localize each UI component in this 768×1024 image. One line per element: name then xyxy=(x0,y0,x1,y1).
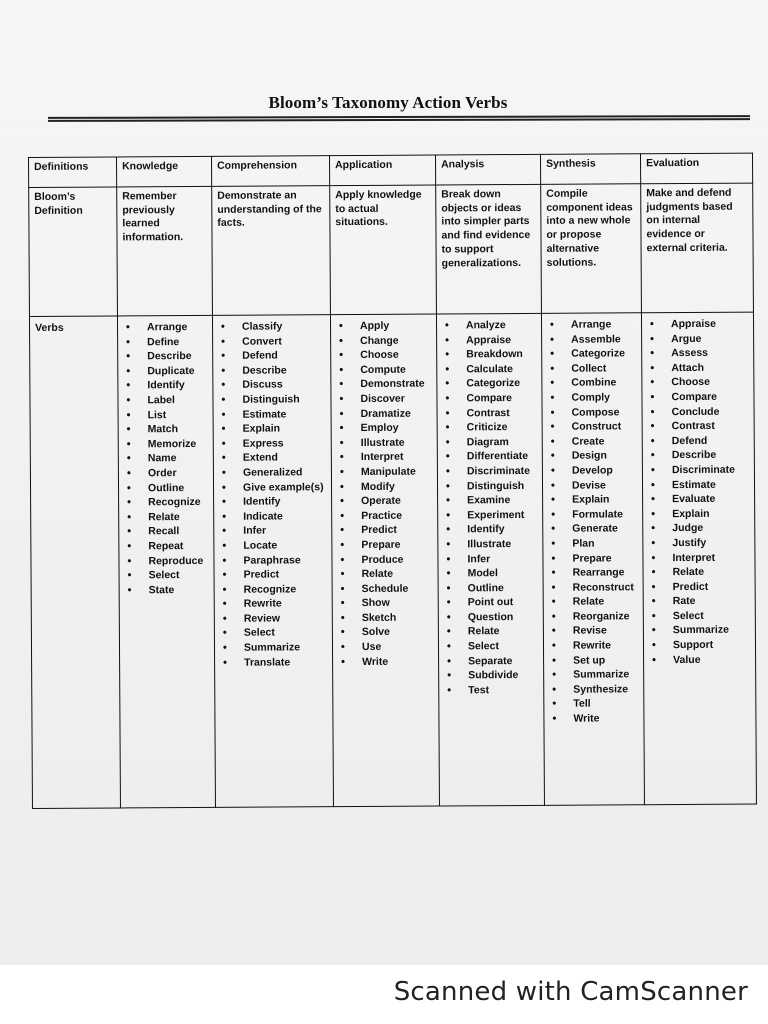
definition-row xyxy=(29,183,754,316)
verb-item: • Order xyxy=(124,466,208,481)
verb-item: • Choose xyxy=(647,375,748,390)
verb-item: • Recognize xyxy=(220,582,327,597)
verb-item: • Interpret xyxy=(337,450,432,465)
verbs-application-cell xyxy=(330,314,439,807)
verb-item: • Arrange xyxy=(547,317,636,332)
verb-item: • Estimate xyxy=(219,407,326,422)
verb-item: • Relate xyxy=(549,595,638,610)
verb-item: • Classify xyxy=(218,319,325,334)
verb-item: • Criticize xyxy=(443,420,537,435)
verbs-synthesis-cell xyxy=(541,313,644,806)
verbs-comprehension-list xyxy=(218,319,327,670)
verb-item: • Analyze xyxy=(442,318,536,333)
header-evaluation: Evaluation xyxy=(640,153,752,184)
verb-item: • Describe xyxy=(218,363,325,378)
verb-item: • Repeat xyxy=(124,539,208,554)
verb-item: • Rewrite xyxy=(220,596,327,611)
verb-item: • Reconstruct xyxy=(549,580,638,595)
verb-item: • Summarize xyxy=(649,623,750,638)
verb-item: • Distinguish xyxy=(443,478,537,493)
verb-item: • Compute xyxy=(336,362,431,377)
verb-item: • Point out xyxy=(444,595,538,610)
verb-item: • Relate xyxy=(338,567,433,582)
verbs-analysis-cell xyxy=(436,313,544,806)
verb-item: • Test xyxy=(444,683,538,698)
verb-item: • Explain xyxy=(548,492,637,507)
verb-item: • Convert xyxy=(218,334,325,349)
verbs-knowledge-cell xyxy=(117,315,215,808)
definition-synthesis: Compile component ideas into a new whole or propose alternative solutions. xyxy=(541,184,642,314)
verb-item: • Differentiate xyxy=(443,449,537,464)
header-application: Application xyxy=(329,155,435,186)
verb-item: • Label xyxy=(123,393,207,408)
verb-item: • Comply xyxy=(547,390,636,405)
verb-item: • Produce xyxy=(337,552,432,567)
verb-item: • Distinguish xyxy=(218,392,325,407)
verb-item: • Separate xyxy=(444,654,538,669)
verb-item: • Examine xyxy=(443,493,537,508)
verb-item: • Define xyxy=(123,335,207,350)
verb-item: • Practice xyxy=(337,508,432,523)
verb-item: • Sketch xyxy=(338,610,433,625)
verb-item: • Justify xyxy=(648,536,749,551)
definition-comprehension: Demonstrate an understanding of the facts. xyxy=(212,186,331,316)
verb-item: • Construct xyxy=(548,419,637,434)
header-synthesis: Synthesis xyxy=(540,154,640,185)
verb-item: • Assess xyxy=(647,346,748,361)
verb-item: • Compose xyxy=(548,405,637,420)
verb-item: • Summarize xyxy=(220,640,327,655)
verb-item: • Set up xyxy=(549,653,638,668)
verb-item: • Explain xyxy=(648,506,749,521)
verb-item: • Describe xyxy=(648,448,749,463)
verb-item: • Extend xyxy=(219,451,326,466)
verb-item: • Rearrange xyxy=(549,565,638,580)
verb-item: • Defend xyxy=(218,348,325,363)
verb-item: • Calculate xyxy=(442,362,536,377)
verb-item: • Indicate xyxy=(219,509,326,524)
verb-item: • Use xyxy=(338,640,433,655)
verb-item: • Outline xyxy=(444,581,538,596)
verb-item: • Predict xyxy=(649,579,750,594)
verb-item: • Discover xyxy=(336,392,431,407)
verb-item: • Demonstrate xyxy=(336,377,431,392)
verb-item: • Illustrate xyxy=(337,435,432,450)
verb-item: • Relate xyxy=(649,565,750,580)
verb-item: • Categorize xyxy=(442,376,536,391)
verb-item: • Match xyxy=(124,422,208,437)
verb-item: • Name xyxy=(124,451,208,466)
verbs-application-list xyxy=(336,319,433,670)
verb-item: • Paraphrase xyxy=(219,553,326,568)
verb-item: • Breakdown xyxy=(442,347,536,362)
verb-item: • Identify xyxy=(123,378,207,393)
verb-item: • Create xyxy=(548,434,637,449)
header-comprehension: Comprehension xyxy=(211,156,329,187)
verb-item: • Attach xyxy=(647,360,748,375)
verb-item: • Recall xyxy=(124,524,208,539)
verb-item: • Formulate xyxy=(548,507,637,522)
verb-item: • Contrast xyxy=(648,419,749,434)
verb-item: • Combine xyxy=(547,376,636,391)
verb-item: • Conclude xyxy=(648,404,749,419)
verb-item: • Review xyxy=(220,611,327,626)
verbs-row-label: Verbs xyxy=(29,316,120,809)
verb-item: • Translate xyxy=(220,655,327,670)
verb-item: • Relate xyxy=(124,510,208,525)
verbs-row xyxy=(29,312,756,808)
verb-item: • Appraise xyxy=(647,317,748,332)
verb-item: • List xyxy=(124,407,208,422)
verb-item: • Illustrate xyxy=(443,537,537,552)
header-definitions: Definitions xyxy=(29,157,117,188)
camscanner-watermark: Scanned with CamScanner xyxy=(393,977,748,1007)
verb-item: • Relate xyxy=(444,624,538,639)
verb-item: • Outline xyxy=(124,480,208,495)
verb-item: • Reproduce xyxy=(124,553,208,568)
verb-item: • Choose xyxy=(336,348,431,363)
verbs-knowledge-list xyxy=(123,320,209,598)
verb-item: • Duplicate xyxy=(123,364,207,379)
verb-item: • Devise xyxy=(548,478,637,493)
verb-item: • Infer xyxy=(443,551,537,566)
verbs-comprehension-cell xyxy=(212,315,333,808)
verb-item: • Identify xyxy=(219,494,326,509)
verb-item: • Experiment xyxy=(443,508,537,523)
verb-item: • Show xyxy=(338,596,433,611)
verb-item: • Estimate xyxy=(648,477,749,492)
verb-item: • Generate xyxy=(548,522,637,537)
verb-item: • Predict xyxy=(337,523,432,538)
header-knowledge: Knowledge xyxy=(117,156,212,187)
verb-item: • Write xyxy=(338,654,433,669)
document-title: Bloom’s Taxonomy Action Verbs xyxy=(268,93,508,112)
verb-item: • Subdivide xyxy=(444,668,538,683)
verb-item: • Diagram xyxy=(443,435,537,450)
verb-item: • Describe xyxy=(123,349,207,364)
verb-item: • Plan xyxy=(548,536,637,551)
verbs-evaluation-cell xyxy=(641,312,756,805)
verb-item: • Express xyxy=(219,436,326,451)
verb-item: • Question xyxy=(444,610,538,625)
verb-item: • Categorize xyxy=(547,346,636,361)
verb-item: • Interpret xyxy=(648,550,749,565)
verbs-evaluation-list xyxy=(647,317,750,668)
verb-item: • Prepare xyxy=(548,551,637,566)
verb-item: • Design xyxy=(548,449,637,464)
verb-item: • Arrange xyxy=(123,320,207,335)
verb-item: • Evaluate xyxy=(648,492,749,507)
verb-item: • Employ xyxy=(337,421,432,436)
verb-item: • Recognize xyxy=(124,495,208,510)
verb-item: • Modify xyxy=(337,479,432,494)
verb-item: • Contrast xyxy=(443,405,537,420)
verb-item: • Rewrite xyxy=(549,638,638,653)
verb-item: • Discuss xyxy=(218,378,325,393)
verb-item: • Defend xyxy=(648,433,749,448)
verb-item: • Change xyxy=(336,333,431,348)
verb-item: • Apply xyxy=(336,319,431,334)
verb-item: • Rate xyxy=(649,594,750,609)
verbs-analysis-list xyxy=(442,318,538,698)
verb-item: • Identify xyxy=(443,522,537,537)
verb-item: • Value xyxy=(649,652,750,667)
verb-item: • Appraise xyxy=(442,332,536,347)
verb-item: • Manipulate xyxy=(337,464,432,479)
title-underline-second xyxy=(48,118,750,122)
verb-item: • Generalized xyxy=(219,465,326,480)
verb-item: • Memorize xyxy=(124,437,208,452)
verb-item: • Select xyxy=(125,568,209,583)
header-row xyxy=(29,153,753,187)
verb-item: • Discriminate xyxy=(648,463,749,478)
verb-item: • Predict xyxy=(220,567,327,582)
verbs-synthesis-list xyxy=(547,317,638,726)
definition-analysis: Break down objects or ideas into simpler parts and find evidence to support generalizations. xyxy=(436,184,542,314)
verb-item: • Infer xyxy=(219,523,326,538)
verb-item: • Summarize xyxy=(549,668,638,683)
verb-item: • Dramatize xyxy=(337,406,432,421)
verb-item: • Give example(s) xyxy=(219,480,326,495)
verb-item: • Judge xyxy=(648,521,749,536)
verb-item: • Compare xyxy=(647,390,748,405)
definition-evaluation: Make and defend judgments based on internal evidence or external criteria. xyxy=(641,183,754,313)
verb-item: • Model xyxy=(444,566,538,581)
verb-item: • Argue xyxy=(647,331,748,346)
definition-row-label: Bloom’s Definition xyxy=(29,187,118,317)
verb-item: • Select xyxy=(220,626,327,641)
verb-item: • Tell xyxy=(549,697,638,712)
verb-item: • Collect xyxy=(547,361,636,376)
verb-item: • Write xyxy=(549,711,638,726)
verb-item: • Select xyxy=(649,608,750,623)
verb-item: • Synthesize xyxy=(549,682,638,697)
verb-item: • Solve xyxy=(338,625,433,640)
verb-item: • Compare xyxy=(442,391,536,406)
header-analysis: Analysis xyxy=(435,154,540,185)
taxonomy-table xyxy=(28,153,757,809)
verb-item: • Prepare xyxy=(337,537,432,552)
verb-item: • Revise xyxy=(549,624,638,639)
taxonomy-table-wrapper xyxy=(28,153,756,809)
verb-item: • State xyxy=(125,583,209,598)
verb-item: • Schedule xyxy=(338,581,433,596)
verb-item: • Discriminate xyxy=(443,464,537,479)
definition-application: Apply knowledge to actual situations. xyxy=(330,185,437,315)
verb-item: • Operate xyxy=(337,494,432,509)
verb-item: • Assemble xyxy=(547,332,636,347)
verb-item: • Select xyxy=(444,639,538,654)
verb-item: • Support xyxy=(649,638,750,653)
verb-item: • Develop xyxy=(548,463,637,478)
verb-item: • Reorganize xyxy=(549,609,638,624)
definition-knowledge: Remember previously learned information. xyxy=(117,186,213,316)
verb-item: • Locate xyxy=(219,538,326,553)
verb-item: • Explain xyxy=(219,421,326,436)
